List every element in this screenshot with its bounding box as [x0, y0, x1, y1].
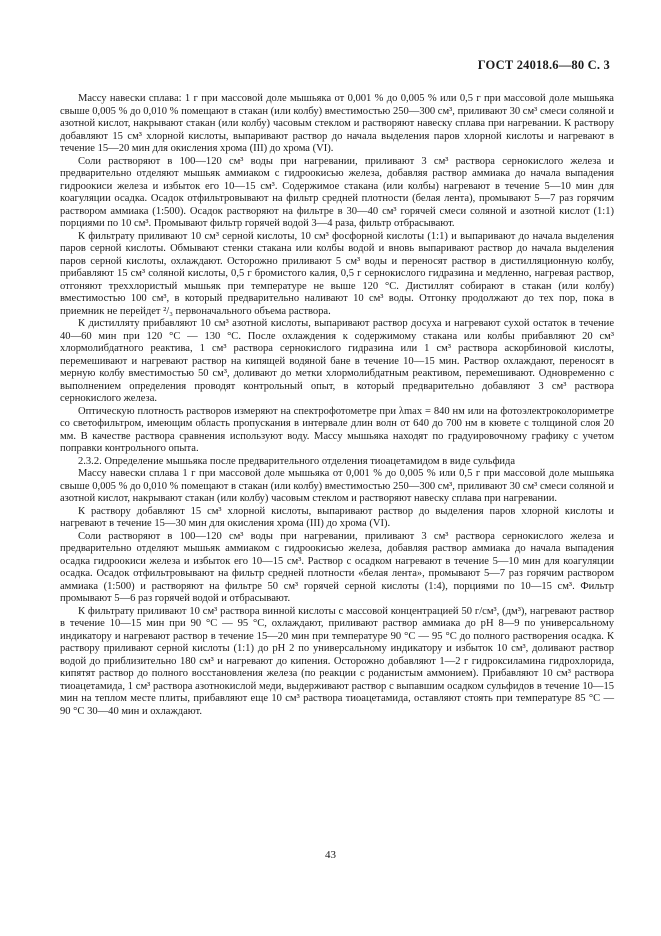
document-body [60, 93, 614, 718]
section-heading: 2.3.2. Определение мышьяка после предварительного отделения тиоацетамидом в виде сульфида [78, 455, 516, 467]
paragraph: Соли растворяют в 100—120 см³ воды при нагревании, приливают 3 см³ раствора сернокислого железа и предварительно отделяют мышьяк аммиаком с гидроокисью железа, добавляя раствор аммиака до начала выпадения гидроокиси железа и избыток его 10—15 см³. Содержимое стакана (или колбы) нагревают в течение 5—10 мин для коагуляции осадка. Осадок отфильтровывают на фильтр средней плотности (белая лента), промывают 5—7 раз горячим раствором аммиака (1:500). Осадок растворяют на фильтре в 30—40 см³ горячей смеси соляной и азотной кислот (1:1) порциями по 10 см³. Промывают фильтр горячей водой 3—4 раза, фильтр отбрасывают. [60, 155, 614, 229]
paragraph: К дистилляту прибавляют 10 см³ азотной кислоты, выпаривают раствор досуха и нагревают сухой остаток в течение 40—60 мин при 120 °С — 130 °С. После охлаждения к содержимому стакана или колбы прибавляют 20 см³ хлормолибдатного реактива, 1 см³ раствора сернокислого гидразина или 1 см³ раствора аскорбиновой кислоты, перемешивают и нагревают раствор на кипящей водяной бане в течение 10—15 мин. Раствор охлаждают, переносят в мерную колбу вместимостью 50 см³, доливают до метки хлормолибдатным реактивом, перемешивают. Одновременно с выполнением определения проводят контрольный опыт, в который предварительно добавляют 3 см³ раствора сернокислого железа. [60, 318, 614, 404]
page-number: 43 [325, 849, 336, 861]
paragraph: Массу навески сплава: 1 г при массовой доле мышьяка от 0,001 % до 0,005 % или 0,5 г при массовой доле мышьяка свыше 0,005 % до 0,010 % помещают в стакан (или колбу) вместимостью 250—300 см³, приливают 30 см³ смеси соляной и азотной кислот, накрывают стакан (или колбу) часовым стеклом и растворяют навеску сплава при нагревании. К раствору добавляют 15 см³ хлорной кислоты, выпаривают раствор до начала выделения паров хлорной кислоты и нагревают в течение 15—20 мин для окисления хрома (III) до хрома (VI). [60, 93, 614, 154]
paragraph: Оптическую плотность растворов измеряют на спектрофотометре при λmax = 840 нм или на фотоэлектроколориметре со светофильтром, имеющим область пропускания в интервале длин волн от 640 до 700 нм в кювете с толщиной слоя 20 мм. В качестве раствора сравнения используют воду. Массу мышьяка находят по градуировочному графику с учетом поправки контрольного опыта. [60, 405, 614, 454]
page-header: ГОСТ 24018.6—80 С. 3 [477, 58, 610, 72]
paragraph: К фильтрату приливают 10 см³ серной кислоты, 10 см³ фосфорной кислоты (1:1) и выпаривают до начала выделения паров серной кислоты. Обмывают стенки стакана или колбы водой и вновь выпаривают раствор до начала выделения паров серной кислоты, охлаждают. Осторожно приливают 5 см³ воды и переносят раствор в дистилляционную колбу, прибавляют 15 см³ соляной кислоты, 0,5 г бромистого калия, 0,5 г сернокислого гидразина и медленно, нагревая раствор, отгоняют треххлористый мышьяк при температуре не выше 120 °С. Дистиллят собирают в стакан (или колбу) вместимостью 100 см³, в который предварительно наливают 10 см³ воды. Отгонку продолжают до тех пор, пока в приемник не перейдет ²/₃ первоначального объема раствора. [60, 230, 614, 317]
paragraph: Массу навески сплава 1 г при массовой доле мышьяка от 0,001 % до 0,005 % или 0,5 г при массовой доле мышьяка свыше 0,005 % до 0,010 % помещают в стакан (или колбу) вместимостью 250—300 см³, приливают 30 см³ смеси соляной и азотной кислот, накрывают стакан (или колбу) часовым стеклом и растворяют навеску сплава при нагревании. [60, 468, 614, 504]
paragraph: К раствору добавляют 15 см³ хлорной кислоты, выпаривают раствор до выделения паров хлорной кислоты и нагревают в течение 15—30 мин для окисления хрома (III) до хрома (VI). [60, 505, 614, 529]
paragraph: Соли растворяют в 100—120 см³ воды при нагревании, приливают 3 см³ раствора сернокислого железа и предварительно отделяют мышьяк аммиаком с гидроокисью железа, добавляя раствор аммиака до начала выпадения осадка гидроокиси железа и избыток его 10—15 см³. Раствор с осадком нагревают в течение 5—10 мин для коагуляции осадка. Осадок отфильтровывают на фильтр средней плотности «белая лента», промывают 5—7 раз горячим раствором аммиака (1:500) и растворяют на фильтре 50 см³ горячей серной кислоты (1:4), порциями по 10—15 см³. Фильтр промывают 5—6 раз горячей водой и отбрасывают. [60, 530, 614, 604]
paragraph: К фильтрату приливают 10 см³ раствора винной кислоты с массовой концентрацией 50 г/см³, (дм³), нагревают раствор в течение 10—15 мин при 90 °С — 95 °С, охлаждают, приливают раствор аммиака до рН 8—9 по универсальному индикатору и нагревают раствор в течение 15—20 мин при температуре 90 °С — 95 °С до полного растворения осадка. К раствору приливают серной кислоты (1:1) до рН 2 по универсальному индикатору и избыток 10 см³, доливают раствор водой до приблизительно 180 см³ и нагревают до кипения. Осторожно добавляют 1—2 г гидроксиламина гидрохлорида, кипятят раствор до полного восстановления железа (по реакции с роданистым аммонием). Прибавляют 10 см³ раствора тиоацетамида, 1 см³ раствора азотнокислой меди, выдерживают раствор с выпавшим осадком сульфидов в течение 10—15 мин на теплом месте плиты, прибавляют еще 10 см³ раствора тиоацетамида, оставляют стоять при температуре 85 °С — 90 °С 30—40 мин и охлаждают. [60, 605, 614, 717]
